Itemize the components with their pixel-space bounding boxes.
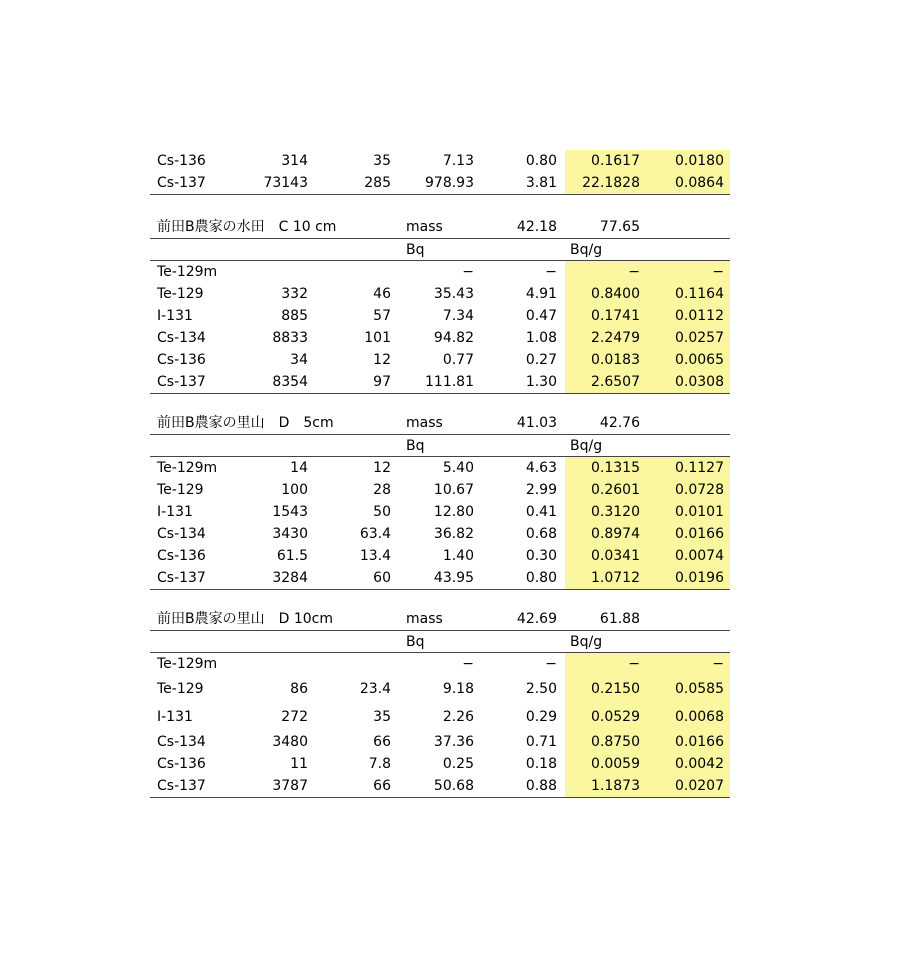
bq-value: 94.82: [433, 330, 474, 346]
bqg-error-value: 0.0728: [675, 482, 724, 498]
section-title: 前田B農家の里山 D 10cm: [157, 611, 333, 627]
bq-error-value: 2.50: [525, 681, 557, 697]
bq-error-value: 2.99: [525, 482, 557, 498]
bq-error-value: 0.71: [525, 734, 557, 750]
bqg-value: 0.0183: [591, 352, 640, 368]
bq-error-value: 0.80: [525, 153, 557, 169]
table-row: [150, 545, 730, 567]
nuclide-name: Te-129: [157, 286, 204, 302]
count-value: 61.5: [276, 548, 308, 564]
bq-error-value: 1.30: [525, 374, 557, 390]
unit-bqg: Bq/g: [570, 438, 603, 454]
bq-error-value: 0.41: [525, 504, 557, 520]
bq-value: 50.68: [433, 778, 474, 794]
nuclide-name: Cs-134: [157, 330, 206, 346]
bqg-value: 0.8750: [591, 734, 640, 750]
bqg-error-value: −: [712, 264, 724, 280]
bq-value: −: [462, 656, 474, 672]
error-value: 66: [373, 734, 391, 750]
table-row: [150, 501, 730, 523]
bqg-error-value: 0.0257: [675, 330, 724, 346]
section-header: [150, 608, 730, 630]
table-row: [150, 753, 730, 775]
bq-error-value: 0.27: [525, 352, 557, 368]
nuclide-name: Cs-134: [157, 734, 206, 750]
error-value: 101: [364, 330, 391, 346]
bqg-value: 0.0341: [591, 548, 640, 564]
count-value: 1543: [272, 504, 308, 520]
nuclide-name: Cs-136: [157, 352, 206, 368]
unit-bqg: Bq/g: [570, 242, 603, 258]
nuclide-name: Te-129m: [157, 460, 218, 476]
bq-error-value: 0.68: [525, 526, 557, 542]
bq-value: 35.43: [433, 286, 474, 302]
bqg-value: 2.2479: [591, 330, 640, 346]
table-row: [150, 523, 730, 545]
error-value: 28: [373, 482, 391, 498]
count-value: 3284: [272, 570, 308, 586]
bqg-error-value: −: [712, 656, 724, 672]
error-value: 50: [373, 504, 391, 520]
bq-value: 37.36: [433, 734, 474, 750]
bqg-error-value: 0.0042: [675, 756, 724, 772]
mass-value-2: 77.65: [599, 219, 640, 235]
count-value: 3480: [272, 734, 308, 750]
mass-value-2: 61.88: [599, 611, 640, 627]
bq-value: 9.18: [442, 681, 474, 697]
highlight-cell: [565, 653, 730, 675]
bqg-value: 0.2601: [591, 482, 640, 498]
unit-bq: Bq: [406, 634, 425, 650]
bq-error-value: 4.91: [525, 286, 557, 302]
bqg-error-value: 0.0207: [675, 778, 724, 794]
bqg-value: 1.1873: [591, 778, 640, 794]
bqg-value: −: [628, 656, 640, 672]
error-value: 35: [373, 709, 391, 725]
table-row: [150, 567, 730, 589]
error-value: 285: [364, 175, 391, 191]
bqg-value: 0.1617: [591, 153, 640, 169]
bqg-error-value: 0.0068: [675, 709, 724, 725]
table-row: [150, 731, 730, 753]
count-value: 14: [290, 460, 308, 476]
bqg-error-value: 0.1127: [675, 460, 724, 476]
nuclide-name: Cs-137: [157, 570, 206, 586]
error-value: 13.4: [359, 548, 391, 564]
count-value: 34: [290, 352, 308, 368]
table-divider: [150, 393, 730, 394]
bq-error-value: 0.47: [525, 308, 557, 324]
error-value: 97: [373, 374, 391, 390]
table-divider: [150, 589, 730, 590]
mass-label: mass: [406, 611, 443, 627]
bq-value: 978.93: [425, 175, 474, 191]
bqg-value: 22.1828: [582, 175, 640, 191]
bq-error-value: 0.30: [525, 548, 557, 564]
nuclide-name: I-131: [157, 504, 193, 520]
table-row: [150, 150, 730, 172]
bq-error-value: 3.81: [525, 175, 557, 191]
nuclide-name: I-131: [157, 308, 193, 324]
error-value: 63.4: [359, 526, 391, 542]
bqg-error-value: 0.0864: [675, 175, 724, 191]
count-value: 73143: [263, 175, 308, 191]
bqg-value: 0.2150: [591, 681, 640, 697]
bq-value: 43.95: [433, 570, 474, 586]
bq-value: 10.67: [433, 482, 474, 498]
mass-value: 42.69: [516, 611, 557, 627]
table-divider: [150, 194, 730, 195]
count-value: 100: [281, 482, 308, 498]
table-row: [150, 675, 730, 703]
bqg-value: 0.3120: [591, 504, 640, 520]
error-value: 12: [373, 460, 391, 476]
table-row: [150, 703, 730, 731]
error-value: 35: [373, 153, 391, 169]
table-row: [150, 172, 730, 194]
table-row: [150, 775, 730, 797]
bq-value: 0.25: [442, 756, 474, 772]
bq-value: 0.77: [442, 352, 474, 368]
table-row: [150, 305, 730, 327]
bqg-error-value: 0.0074: [675, 548, 724, 564]
unit-bqg: Bq/g: [570, 634, 603, 650]
error-value: 60: [373, 570, 391, 586]
units-row: [150, 435, 730, 457]
mass-value-2: 42.76: [599, 415, 640, 431]
bqg-value: 0.0529: [591, 709, 640, 725]
count-value: 314: [281, 153, 308, 169]
bqg-value: 0.8974: [591, 526, 640, 542]
nuclide-name: Cs-137: [157, 175, 206, 191]
table-row: [150, 283, 730, 305]
count-value: 3430: [272, 526, 308, 542]
count-value: 332: [281, 286, 308, 302]
bqg-value: 1.0712: [591, 570, 640, 586]
bqg-value: 2.6507: [591, 374, 640, 390]
bq-error-value: 4.63: [525, 460, 557, 476]
nuclide-name: Cs-136: [157, 756, 206, 772]
error-value: 66: [373, 778, 391, 794]
error-value: 57: [373, 308, 391, 324]
table-row: [150, 653, 730, 675]
mass-value: 41.03: [516, 415, 557, 431]
error-value: 46: [373, 286, 391, 302]
bq-error-value: 0.18: [525, 756, 557, 772]
mass-label: mass: [406, 415, 443, 431]
bq-value: 7.13: [442, 153, 474, 169]
nuclide-name: Te-129: [157, 681, 204, 697]
bqg-error-value: 0.0065: [675, 352, 724, 368]
bqg-value: −: [628, 264, 640, 280]
table-row: [150, 479, 730, 501]
bq-error-value: 1.08: [525, 330, 557, 346]
highlight-cell: [565, 261, 730, 283]
bqg-error-value: 0.0180: [675, 153, 724, 169]
nuclide-name: Cs-137: [157, 778, 206, 794]
bqg-error-value: 0.0112: [675, 308, 724, 324]
count-value: 272: [281, 709, 308, 725]
section-header: [150, 216, 730, 238]
units-row: [150, 239, 730, 261]
bqg-error-value: 0.0196: [675, 570, 724, 586]
count-value: 8354: [272, 374, 308, 390]
bqg-value: 0.8400: [591, 286, 640, 302]
bq-error-value: −: [545, 264, 557, 280]
section-title: 前田B農家の水田 C 10 cm: [157, 219, 337, 235]
bqg-value: 0.0059: [591, 756, 640, 772]
bqg-error-value: 0.1164: [675, 286, 724, 302]
nuclide-name: Te-129: [157, 482, 204, 498]
table-row: [150, 261, 730, 283]
bq-value: 12.80: [433, 504, 474, 520]
mass-value: 42.18: [516, 219, 557, 235]
table-row: [150, 371, 730, 393]
bq-value: 111.81: [425, 374, 474, 390]
error-value: 23.4: [359, 681, 391, 697]
bqg-error-value: 0.0585: [675, 681, 724, 697]
table-row: [150, 457, 730, 479]
section-header: [150, 412, 730, 434]
count-value: 11: [290, 756, 308, 772]
bqg-value: 0.1741: [591, 308, 640, 324]
nuclide-name: Cs-134: [157, 526, 206, 542]
bq-value: 2.26: [442, 709, 474, 725]
mass-label: mass: [406, 219, 443, 235]
nuclide-name: Cs-136: [157, 548, 206, 564]
bqg-error-value: 0.0308: [675, 374, 724, 390]
section-title: 前田B農家の里山 D 5cm: [157, 415, 334, 431]
table-divider: [150, 797, 730, 798]
count-value: 8833: [272, 330, 308, 346]
nuclide-name: Cs-137: [157, 374, 206, 390]
bq-error-value: 0.88: [525, 778, 557, 794]
bqg-error-value: 0.0101: [675, 504, 724, 520]
table-row: [150, 327, 730, 349]
nuclide-name: Te-129m: [157, 264, 218, 280]
bq-value: 36.82: [433, 526, 474, 542]
unit-bq: Bq: [406, 242, 425, 258]
bq-error-value: 0.29: [525, 709, 557, 725]
table-row: [150, 349, 730, 371]
nuclide-name: I-131: [157, 709, 193, 725]
bqg-value: 0.1315: [591, 460, 640, 476]
count-value: 885: [281, 308, 308, 324]
error-value: 12: [373, 352, 391, 368]
bq-value: 5.40: [442, 460, 474, 476]
count-value: 86: [290, 681, 308, 697]
error-value: 7.8: [368, 756, 391, 772]
units-row: [150, 631, 730, 653]
bqg-error-value: 0.0166: [675, 526, 724, 542]
nuclide-name: Te-129m: [157, 656, 218, 672]
nuclide-name: Cs-136: [157, 153, 206, 169]
bq-value: 1.40: [442, 548, 474, 564]
count-value: 3787: [272, 778, 308, 794]
bq-error-value: 0.80: [525, 570, 557, 586]
bqg-error-value: 0.0166: [675, 734, 724, 750]
bq-error-value: −: [545, 656, 557, 672]
unit-bq: Bq: [406, 438, 425, 454]
bq-value: 7.34: [442, 308, 474, 324]
bq-value: −: [462, 264, 474, 280]
